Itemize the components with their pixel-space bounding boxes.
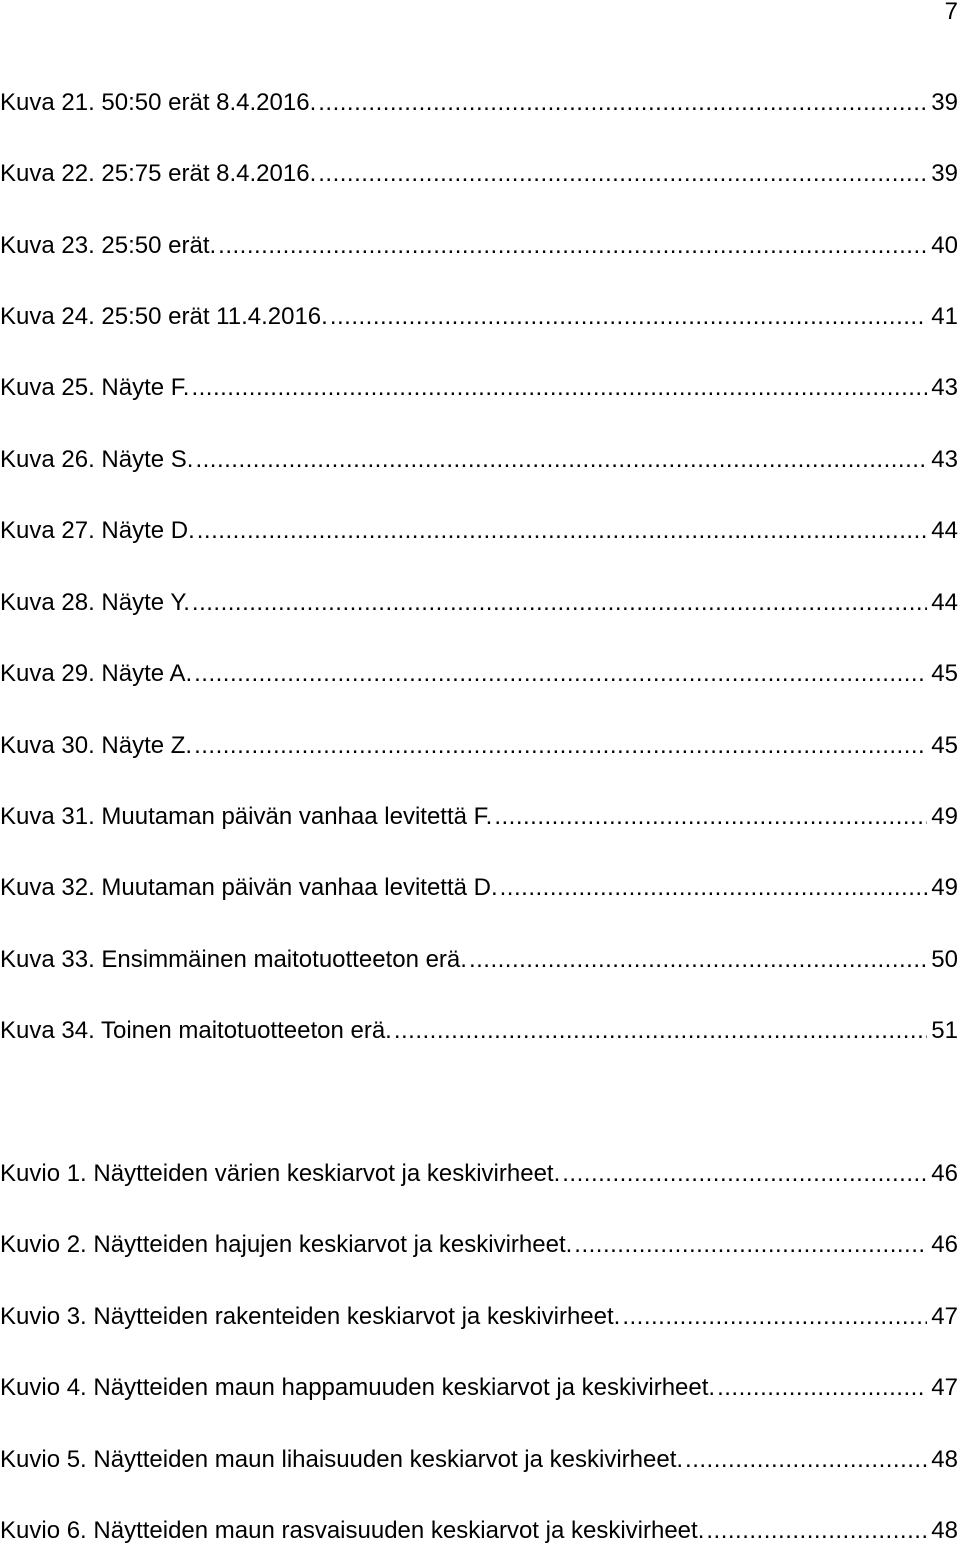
toc-entry-page: 48 [931,1446,958,1473]
toc-entry-kuva-29[interactable] [0,659,960,689]
dot-leader [622,1302,927,1332]
toc-entry-label: Kuvio 1. Näytteiden värien keskiarvot ja keskivirheet. [0,1160,561,1187]
dot-leader [469,945,927,975]
toc-entry-label: Kuva 26. Näyte S. [0,446,194,473]
toc-entry-label: Kuvio 2. Näytteiden hajujen keskiarvot ja keskivirheet. [0,1231,573,1258]
toc-entry-kuvio-4[interactable] [0,1373,960,1403]
dot-leader [494,802,927,832]
toc-entry-kuva-25[interactable] [0,373,960,403]
dot-leader [685,1445,927,1475]
dot-leader [195,445,927,475]
toc-entry-page: 47 [931,1374,958,1401]
toc-entry-kuva-34[interactable] [0,1016,960,1046]
toc-entry-kuvio-6[interactable] [0,1516,960,1546]
toc-entry-kuva-27[interactable] [0,516,960,546]
toc-entry-kuva-22[interactable] [0,159,960,189]
dot-leader [500,873,928,903]
toc-entry-kuva-24[interactable] [0,302,960,332]
toc-entry-page: 47 [931,1303,958,1330]
toc-entry-page: 43 [931,374,958,401]
toc-entry-label: Kuvio 5. Näytteiden maun lihaisuuden keskiarvot ja keskivirheet. [0,1446,684,1473]
toc-entry-page: 44 [931,589,958,616]
toc-entry-page: 39 [931,89,958,116]
toc-entry-page: 43 [931,446,958,473]
toc-entry-page: 49 [931,874,958,901]
dot-leader [218,231,927,261]
toc-entry-label: Kuva 34. Toinen maitotuotteeton erä. [0,1017,392,1044]
dot-leader [330,302,927,332]
toc-entry-page: 44 [931,517,958,544]
toc-entry-label: Kuvio 3. Näytteiden rakenteiden keskiarvot ja keskivirheet. [0,1303,621,1330]
dot-leader [197,516,928,546]
toc-entry-kuvio-1[interactable] [0,1159,960,1189]
toc-entry-label: Kuva 21. 50:50 erät 8.4.2016. [0,89,317,116]
toc-entry-label: Kuva 29. Näyte A. [0,660,193,687]
toc-entry-label: Kuva 25. Näyte F. [0,374,190,401]
page-number: 7 [944,0,958,25]
toc-entry-kuva-32[interactable] [0,873,960,903]
toc-entry-kuvio-5[interactable] [0,1445,960,1475]
dot-leader [562,1159,927,1189]
toc-entry-kuva-33[interactable] [0,945,960,975]
toc-entry-page: 39 [931,160,958,187]
dot-leader [717,1373,927,1403]
toc-entry-page: 46 [931,1231,958,1258]
toc-entry-page: 49 [931,803,958,830]
toc-entry-kuva-21[interactable] [0,88,960,118]
toc-entry-page: 41 [931,303,958,330]
dot-leader [194,731,927,761]
dot-leader [192,588,927,618]
toc-entry-label: Kuva 30. Näyte Z. [0,732,193,759]
toc-entry-page: 48 [931,1517,958,1544]
toc-entry-label: Kuva 28. Näyte Y. [0,589,190,616]
dot-leader [574,1230,927,1260]
toc-entry-kuvio-2[interactable] [0,1230,960,1260]
toc-entry-label: Kuva 23. 25:50 erät. [0,232,217,259]
toc-entry-page: 45 [931,732,958,759]
toc-entry-label: Kuva 31. Muutaman päivän vanhaa levitettä F. [0,803,493,830]
toc-entry-kuva-23[interactable] [0,231,960,261]
toc-entry-label: Kuvio 4. Näytteiden maun happamuuden keskiarvot ja keskivirheet. [0,1374,716,1401]
toc-entry-page: 40 [931,232,958,259]
toc-entry-page: 51 [931,1017,958,1044]
toc-entry-kuvio-3[interactable] [0,1302,960,1332]
toc-entry-label: Kuva 33. Ensimmäinen maitotuotteeton erä. [0,946,467,973]
toc-entry-kuva-31[interactable] [0,802,960,832]
dot-leader [394,1016,927,1046]
dot-leader [191,373,927,403]
toc-entry-label: Kuva 32. Muutaman päivän vanhaa levitettä D. [0,874,498,901]
toc-entry-kuva-26[interactable] [0,445,960,475]
toc-entry-kuva-30[interactable] [0,731,960,761]
toc-entry-label: Kuvio 6. Näytteiden maun rasvaisuuden keskiarvot ja keskivirheet. [0,1517,705,1544]
toc-entry-label: Kuva 22. 25:75 erät 8.4.2016. [0,160,317,187]
toc-entry-label: Kuva 24. 25:50 erät 11.4.2016. [0,303,328,330]
toc-entry-page: 46 [931,1160,958,1187]
dot-leader [318,88,927,118]
toc-entry-page: 45 [931,660,958,687]
toc-entry-label: Kuva 27. Näyte D. [0,517,195,544]
dot-leader [194,659,927,689]
dot-leader [706,1516,927,1546]
dot-leader [318,159,927,189]
toc-entry-kuva-28[interactable] [0,588,960,618]
toc-entry-page: 50 [931,946,958,973]
